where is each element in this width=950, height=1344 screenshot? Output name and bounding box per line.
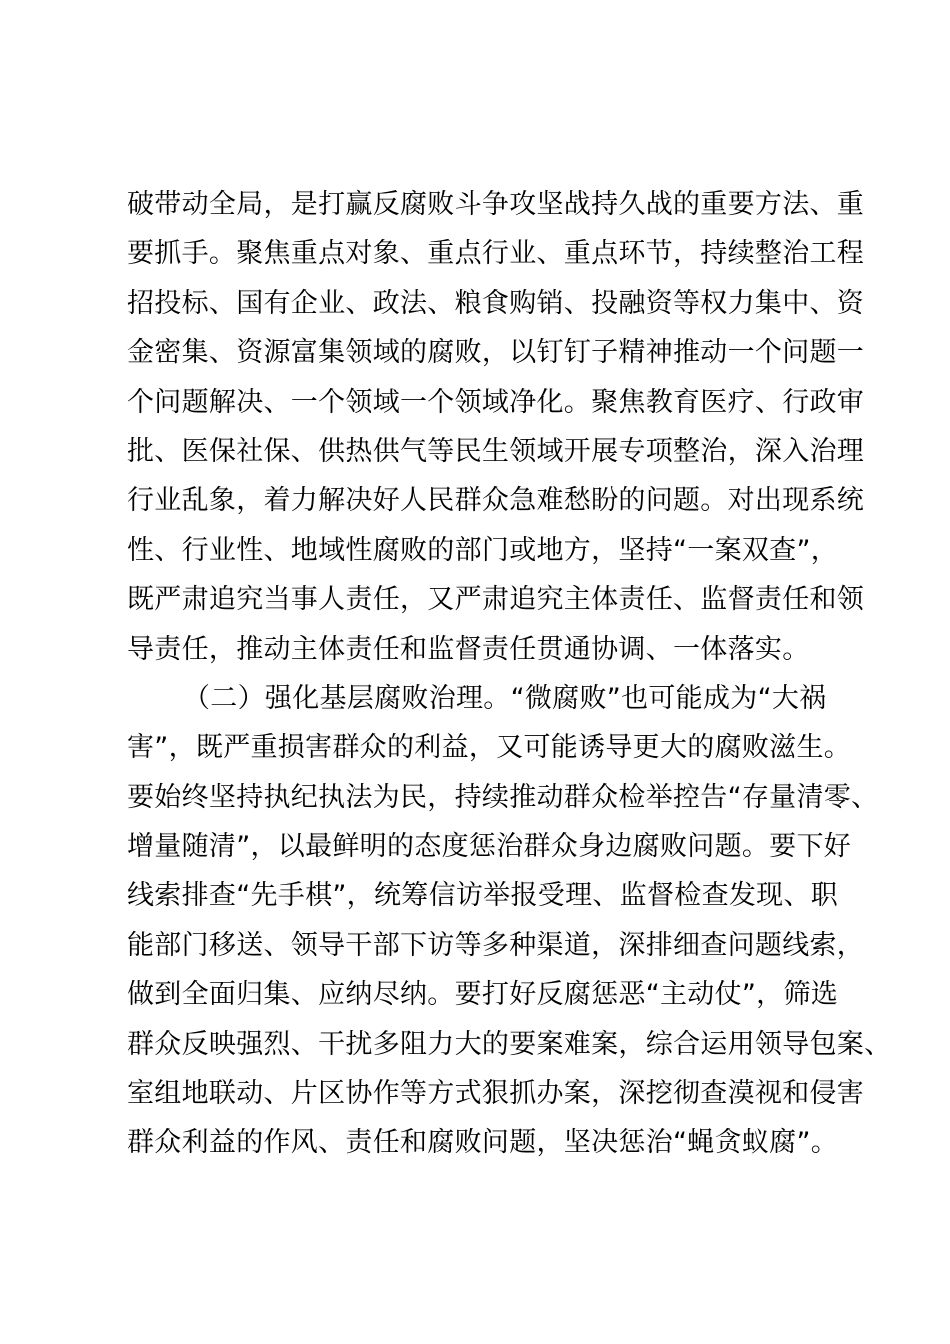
text-line: 要抓手。聚焦重点对象、重点行业、重点环节，持续整治工程: [127, 238, 865, 270]
body-text: [127, 180, 892, 1168]
text-line: 线索排查“先手棋”，统筹信访举报受理、监督检查发现、职: [127, 880, 839, 912]
text-line: 行业乱象，着力解决好人民群众急难愁盼的问题。对出现系统: [127, 485, 865, 517]
text-line: 导责任，推动主体责任和监督责任贯通协调、一体落实。: [127, 633, 810, 665]
text-line: 金密集、资源富集领域的腐败，以钉钉子精神推动一个问题一: [127, 337, 865, 369]
text-line: 害”，既严重损害群众的利益，又可能诱导更大的腐败滋生。: [127, 732, 852, 764]
text-line: 要始终坚持执纪执法为民，持续推动群众检举控告“存量清零、: [127, 781, 879, 813]
text-line: 个问题解决、一个领域一个领域净化。聚焦教育医疗、行政审: [127, 386, 865, 418]
text-line: 群众反映强烈、干扰多阻力大的要案难案，综合运用领导包案、: [127, 1028, 892, 1060]
text-line: 招投标、国有企业、政法、粮食购销、投融资等权力集中、资: [127, 287, 865, 319]
text-line: 破带动全局，是打赢反腐败斗争攻坚战持久战的重要方法、重: [127, 189, 865, 220]
text-line: 能部门移送、领导干部下访等多种渠道，深排细查问题线索，: [127, 929, 865, 961]
text-line: 性、行业性、地域性腐败的部门或地方，坚持“一案双查”，: [127, 534, 839, 566]
text-line: 增量随清”，以最鲜明的态度惩治群众身边腐败问题。要下好: [127, 831, 852, 863]
text-line: 既严肃追究当事人责任，又严肃追究主体责任、监督责任和领: [127, 584, 865, 616]
text-line: 批、医保社保、供热供气等民生领域开展专项整治，深入治理: [127, 435, 865, 467]
text-line: 室组地联动、片区协作等方式狠抓办案，深挖彻查漠视和侵害: [127, 1078, 865, 1110]
text-line: 群众利益的作风、责任和腐败问题，坚决惩治“蝇贪蚁腐”。: [127, 1127, 839, 1159]
text-line: 做到全面归集、应纳尽纳。要打好反腐惩恶“主动仗”，筛选: [127, 979, 839, 1011]
section-heading-line: （二）强化基层腐败治理。“微腐败”也可能成为“大祸: [183, 682, 827, 714]
